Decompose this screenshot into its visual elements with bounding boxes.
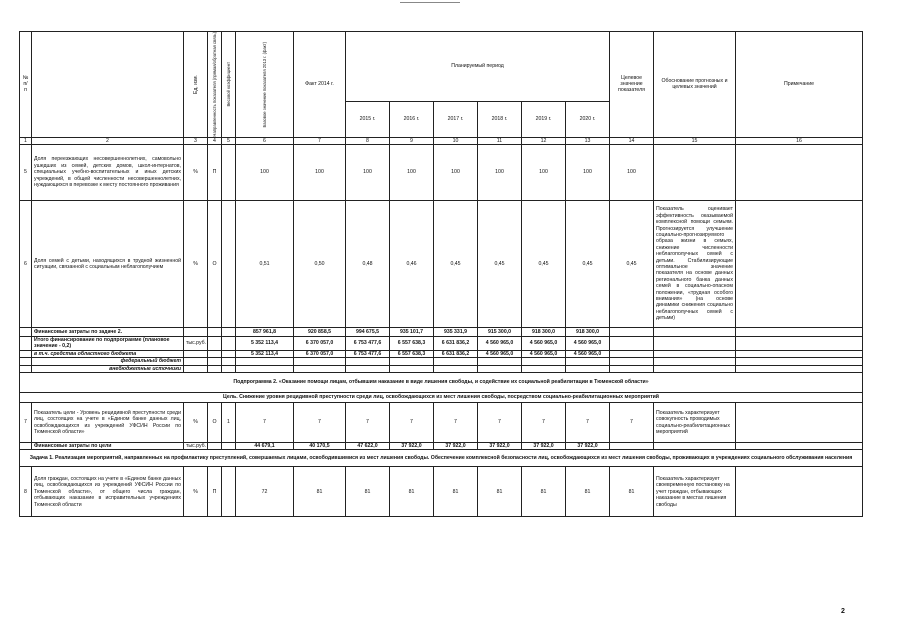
col-num: 16 (736, 137, 863, 144)
scan-mark (400, 2, 460, 5)
regional-value: 6 753 477,6 (346, 350, 390, 357)
goal-title: Цель. Снижение уровня рецидивной преступности среди лиц, освобождающихся из мест лишения свободы, посредством социально-реабилитационных мероприятий (20, 393, 863, 403)
col-num: 6 (236, 137, 294, 144)
fin-task2-row (20, 327, 863, 336)
justification-cell: Показатель характеризует своевременную постановку на учет граждан, отбывающих наказание в местах лишения свободы (654, 467, 736, 517)
plan-cell: 81 (434, 467, 478, 517)
weight-cell (222, 144, 236, 200)
header-year: 2019 г. (522, 102, 566, 137)
regional-value: 4 560 965,0 (478, 350, 522, 357)
plan-cell: 81 (566, 467, 610, 517)
header-row (20, 32, 863, 102)
total-label: Итого финансирование по подпрограмме (плановое значение - 0,2) (32, 336, 184, 350)
note-cell (736, 467, 863, 517)
plan-cell: 81 (478, 467, 522, 517)
table-row (20, 200, 863, 327)
fin-goal-value: 37 922,0 (566, 443, 610, 450)
regional-value: 6 631 836,2 (434, 350, 478, 357)
justification-cell: Показатель характеризует совокупность проводимых социально-реабилитационных мероприятий (654, 403, 736, 443)
base-cell: 7 (236, 403, 294, 443)
plan-cell: 7 (434, 403, 478, 443)
plan-cell: 0,45 (434, 200, 478, 327)
fin-goal-row (20, 443, 863, 450)
fin-value: 935 331,9 (434, 327, 478, 336)
justification-cell: Показатель оценивает эффективность оказываемой комплексной помощи семьям. Прогнозируется улучшение социально-прогнозируемого образа жизни в семьях, снижение численности неблагополучных семей с детьми. Стабилизирующие оптимальное значение показателя на основе данных регионального банка данных семей в социально-опасном положении, «трудная особого внимания» (на основе динамики снижения социально неблагополучных семей с детьми) (654, 200, 736, 327)
unit-cell: % (184, 467, 208, 517)
regional-value: 4 560 965,0 (566, 350, 610, 357)
plan-cell: 7 (566, 403, 610, 443)
header-direction: Направленность показателя (прямая/обратная связь) (208, 32, 222, 138)
fin-goal-value: 37 922,0 (478, 443, 522, 450)
fin-value: 857 961,8 (236, 327, 294, 336)
regional-value: 6 370 057,0 (294, 350, 346, 357)
fin-value: 915 300,0 (478, 327, 522, 336)
subprogram-row (20, 373, 863, 393)
fin-goal-value: 37 922,0 (434, 443, 478, 450)
total-value: 6 557 638,3 (390, 336, 434, 350)
total-value: 5 352 113,4 (236, 336, 294, 350)
header-year: 2017 г. (434, 102, 478, 137)
col-num: 12 (522, 137, 566, 144)
plan-cell: 7 (478, 403, 522, 443)
table-row (20, 144, 863, 200)
note-cell (736, 200, 863, 327)
plan-cell: 0,45 (522, 200, 566, 327)
total-value: 4 560 965,0 (522, 336, 566, 350)
header-base: Базовое значение показателя 2013 г. (факт) (236, 32, 294, 138)
fact-cell: 81 (294, 467, 346, 517)
plan-cell: 0,46 (390, 200, 434, 327)
row-num: 5 (20, 144, 32, 200)
plan-cell: 7 (522, 403, 566, 443)
col-num: 10 (434, 137, 478, 144)
total-value: 6 631 836,2 (434, 336, 478, 350)
task1-row (20, 450, 863, 467)
total-value: 6 370 057,0 (294, 336, 346, 350)
header-num: № п/п (20, 32, 32, 138)
header-fact: Факт 2014 г. (294, 32, 346, 138)
weight-cell (222, 200, 236, 327)
col-num: 4 (208, 137, 222, 144)
plan-cell: 81 (522, 467, 566, 517)
col-num: 1 (20, 137, 32, 144)
row-num: 7 (20, 403, 32, 443)
federal-label: федеральный бюджет (32, 358, 184, 365)
col-num: 11 (478, 137, 522, 144)
regional-value: 4 560 965,0 (522, 350, 566, 357)
plan-cell: 0,45 (478, 200, 522, 327)
col-num: 13 (566, 137, 610, 144)
fin-goal-label: Финансовые затраты по цели (32, 443, 184, 450)
col-num: 15 (654, 137, 736, 144)
plan-cell: 7 (346, 403, 390, 443)
plan-cell: 7 (390, 403, 434, 443)
plan-cell: 81 (390, 467, 434, 517)
fin-goal-unit: тыс.руб. (184, 443, 208, 450)
col-num: 5 (222, 137, 236, 144)
regional-value: 5 352 113,4 (236, 350, 294, 357)
fin-task2-label: Финансовые затраты по задаче 2. (32, 327, 184, 336)
total-unit: тыс.руб. (184, 336, 208, 350)
direction-cell: П (208, 467, 222, 517)
row-num: 8 (20, 467, 32, 517)
indicators-table (19, 31, 863, 517)
direction-cell: О (208, 403, 222, 443)
plan-cell: 81 (346, 467, 390, 517)
unit-cell: % (184, 200, 208, 327)
fin-value: 918 300,0 (522, 327, 566, 336)
header-note: Примечание (736, 32, 863, 138)
offbudget-row (20, 365, 863, 372)
indicator-name: Доля граждан, состоящих на учете в «Едином банке данных лиц, освобождающихся из учреждений УФСИН России по Тюменской области», от общего числа граждан, отбывающих наказание в исправительных учреждениях Тюменской области (32, 467, 184, 517)
fin-value: 994 675,5 (346, 327, 390, 336)
header-weight: Весовой коэффициент (222, 32, 236, 138)
weight-cell (222, 467, 236, 517)
base-cell: 72 (236, 467, 294, 517)
total-row (20, 336, 863, 350)
indicator-name: Показатель цели - Уровень рецидивной преступности среди лиц, состоящих на учете в «Едином банке данных лиц, освобождающихся из учреждений УФСИН России по Тюменской области» (32, 403, 184, 443)
plan-cell: 0,45 (566, 200, 610, 327)
fin-goal-value: 47 622,0 (346, 443, 390, 450)
note-cell (736, 403, 863, 443)
plan-cell: 100 (434, 144, 478, 200)
total-value: 4 560 965,0 (566, 336, 610, 350)
total-value: 6 753 477,6 (346, 336, 390, 350)
fact-cell: 0,50 (294, 200, 346, 327)
col-num: 14 (610, 137, 654, 144)
fact-cell: 7 (294, 403, 346, 443)
page-number: 2 (841, 608, 845, 615)
weight-cell: 1 (222, 403, 236, 443)
fin-goal-value: 37 922,0 (522, 443, 566, 450)
indicator-name: Доля переезжающих несовершеннолетних, самовольно ушедших из семей, детских домов, школ-интернатов, специальных учебно-воспитательных и иных детских учреждений, в общей численности несовершеннолетних, нуждающихся в перевозке к месту постоянного проживания (32, 144, 184, 200)
plan-cell: 100 (522, 144, 566, 200)
direction-cell: О (208, 200, 222, 327)
col-num: 7 (294, 137, 346, 144)
col-num: 8 (346, 137, 390, 144)
header-justification: Обоснование прогнозных и целевых значений (654, 32, 736, 138)
direction-cell: П (208, 144, 222, 200)
fin-value: 918 300,0 (566, 327, 610, 336)
plan-cell: 0,48 (346, 200, 390, 327)
regional-label: в т.ч. средства областного бюджета (32, 350, 184, 357)
target-cell: 7 (610, 403, 654, 443)
row-num: 6 (20, 200, 32, 327)
regional-row (20, 350, 863, 357)
plan-cell: 100 (346, 144, 390, 200)
header-name (32, 32, 184, 138)
regional-value: 6 557 638,3 (390, 350, 434, 357)
plan-cell: 100 (478, 144, 522, 200)
justification-cell (654, 144, 736, 200)
col-num: 2 (32, 137, 184, 144)
header-year: 2018 г. (478, 102, 522, 137)
fin-goal-value: 40 170,5 (294, 443, 346, 450)
total-value: 4 560 965,0 (478, 336, 522, 350)
header-unit: Ед. изм. (184, 32, 208, 138)
target-cell: 100 (610, 144, 654, 200)
indicator-name: Доля семей с детьми, находящихся в трудной жизненной ситуации, связанной с социальным неблагополучием (32, 200, 184, 327)
target-cell: 81 (610, 467, 654, 517)
col-num: 9 (390, 137, 434, 144)
header-year: 2016 г. (390, 102, 434, 137)
target-cell: 0,45 (610, 200, 654, 327)
fin-value: 935 101,7 (390, 327, 434, 336)
base-cell: 100 (236, 144, 294, 200)
goal-row (20, 393, 863, 403)
unit-cell: % (184, 403, 208, 443)
header-year: 2015 г. (346, 102, 390, 137)
subprogram-title: Подпрограмма 2. «Оказание помощи лицам, отбывшим наказание в виде лишения свободы, и содействие их социальной реабилитации в Тюменской области» (20, 373, 863, 393)
header-target: Целевое значение показателя (610, 32, 654, 138)
plan-cell: 100 (566, 144, 610, 200)
base-cell: 0,51 (236, 200, 294, 327)
unit-cell: % (184, 144, 208, 200)
fin-value: 920 858,5 (294, 327, 346, 336)
header-planned: Планируемый период (346, 32, 610, 102)
table-row (20, 403, 863, 443)
note-cell (736, 144, 863, 200)
fin-goal-value: 44 679,1 (236, 443, 294, 450)
column-numbers-row (20, 137, 863, 144)
fact-cell: 100 (294, 144, 346, 200)
plan-cell: 100 (390, 144, 434, 200)
col-num: 3 (184, 137, 208, 144)
table-row (20, 467, 863, 517)
federal-row (20, 358, 863, 365)
offbudget-label: внебюджетные источники (32, 365, 184, 372)
task1-title: Задача 1. Реализация мероприятий, направленных на профилактику преступлений, совершаемых лицами, освободившимися из мест лишения свободы. Обеспечение комплексной безопасности лиц, освобождающихся из мест лишения свободы, проживающих в учреждениях социального обслуживания населения (20, 450, 863, 467)
header-year: 2020 г. (566, 102, 610, 137)
fin-goal-value: 37 922,0 (390, 443, 434, 450)
